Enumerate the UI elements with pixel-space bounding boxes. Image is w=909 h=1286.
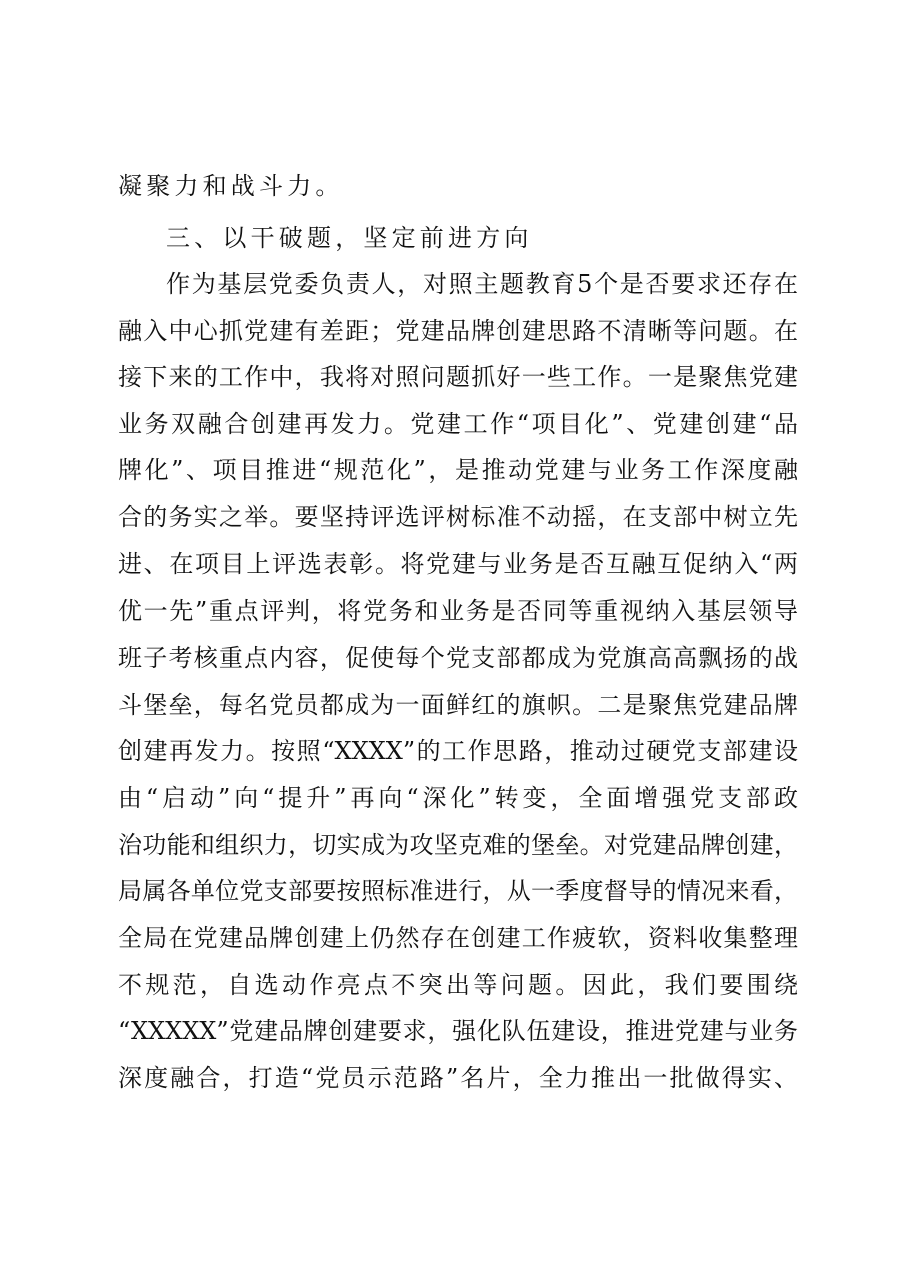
text-line: 业务双融合创建再发力。党建工作“项目化”、党建创建“品 — [118, 410, 798, 438]
text-line: 接下来的工作中，我将对照问题抓好一些工作。一是聚焦党建 — [118, 363, 798, 391]
text-line: 不规范，自选动作亮点不突出等问题。因此，我们要围绕 — [118, 971, 798, 999]
text-line: 创建再发力。按照“XXXX”的工作思路，推动过硬党支部建设 — [118, 737, 798, 765]
text-line: 进、在项目上评选表彰。将党建与业务是否互融互促纳入“两 — [118, 550, 798, 578]
section-heading: 三、以干破题，坚定前进方向 — [166, 224, 533, 252]
text-line: 作为基层党委负责人，对照主题教育5个是否要求还存在 — [166, 270, 798, 298]
text-line: 治功能和组织力，切实成为攻坚克难的堡垒。对党建品牌创建， — [118, 831, 798, 859]
text-line: 优一先”重点评判，将党务和业务是否同等重视纳入基层领导 — [118, 597, 798, 625]
text-line: 斗堡垒，每名党员都成为一面鲜红的旗帜。二是聚焦党建品牌 — [118, 691, 798, 719]
text-line: 深度融合，打造“党员示范路”名片，全力推出一批做得实、 — [118, 1064, 798, 1092]
text-line: 凝聚力和战斗力。 — [118, 172, 344, 200]
text-line: 融入中心抓党建有差距；党建品牌创建思路不清晰等问题。在 — [118, 317, 798, 345]
text-line: 全局在党建品牌创建上仍然存在创建工作疲软，资料收集整理 — [118, 924, 798, 952]
text-line: 局属各单位党支部要按照标准进行，从一季度督导的情况来看， — [118, 877, 798, 905]
text-line: 合的务实之举。要坚持评选评树标准不动摇，在支部中树立先 — [118, 503, 798, 531]
text-line: “XXXXX”党建品牌创建要求，强化队伍建设，推进党建与业务 — [118, 1017, 798, 1045]
text-line: 由“启动”向“提升”再向“深化”转变，全面增强党支部政 — [118, 784, 798, 812]
text-line: 班子考核重点内容，促使每个党支部都成为党旗高高飘扬的战 — [118, 644, 798, 672]
text-line: 牌化”、项目推进“规范化”，是推动党建与业务工作深度融 — [118, 456, 798, 484]
